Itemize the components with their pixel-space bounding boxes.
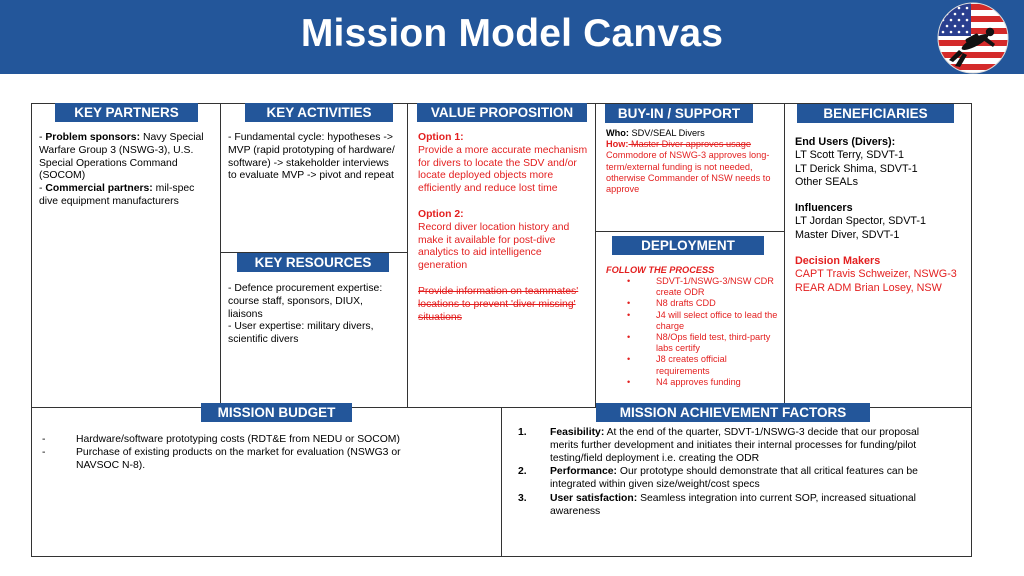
end-user-item: LT Derick Shima, SDVT-1 [795, 162, 918, 175]
buy-in-who: Who: SDV/SEAL Divers [606, 128, 705, 138]
deployment-step: • N4 approves funding [606, 377, 782, 388]
option-2-text: Record diver location history and make it available for post-dive analytics to aid intelligence generation [418, 221, 570, 272]
mission-budget-text [42, 433, 442, 472]
deployment-steps [606, 276, 782, 388]
commercial-partners-label: Commercial partners: [45, 183, 153, 195]
header-bar [0, 0, 1024, 74]
deployment-label: DEPLOYMENT [612, 236, 764, 255]
buy-in-text [606, 128, 780, 195]
value-proposition-text [418, 132, 590, 324]
problem-sponsors-label: Problem sponsors: [45, 132, 141, 143]
deployment-heading: FOLLOW THE PROCESS [606, 265, 715, 275]
beneficiaries-text [795, 136, 967, 295]
decision-makers-title: Decision Makers [795, 255, 881, 268]
option-1-text: Provide a more accurate mechanism for divers to locate the SDV and/or locate deployed objects more efficiently and reduce lost time [418, 144, 588, 195]
deployment-step: • J8 creates official requirements [606, 354, 782, 376]
achievement-item: 1. Feasibility: At the end of the quarter, SDVT-1/NSWG-3 decide that our proposal merits further development and initiates their internal processes for funding/pilot testing/field deployment i.e. creating the ODR [518, 427, 920, 464]
option-2-title: Option 2: [418, 208, 464, 220]
key-partners-text [39, 132, 211, 209]
budget-item: - Purchase of existing products on the market for evaluation (NSWG3 or NAVSOC N-8). [42, 446, 442, 472]
achievement-item: 2. Performance: Our prototype should demonstrate that all critical features can be integrated within given size/weight/cost specs [518, 466, 918, 491]
problem-sponsors-text: Navy Special Warfare Group 3 (NSWG-3), U.S. Special Operations Command (SOCOM) [39, 132, 204, 182]
mission-budget-label: MISSION BUDGET [201, 403, 352, 422]
achievement-item: 3. User satisfaction: Seamless integration into current SOP, increased situational awareness [518, 492, 916, 517]
deployment-step: • N8/Ops field test, third-party labs certify [606, 332, 782, 354]
problem-sponsors: - Problem sponsors: Navy Special Warfare Group 3 (NSWG-3), U.S. Special Operations Command (SOCOM) [39, 132, 204, 182]
buy-in-how: How: Master Diver approves usage [606, 139, 752, 150]
deployment-step: • N8 drafts CDD [606, 298, 782, 309]
end-user-item: Other SEALs [795, 175, 859, 188]
budget-item: - Hardware/software prototyping costs (RDT&E from NEDU or SOCOM) [42, 433, 442, 446]
mission-achievement-text [518, 427, 948, 520]
key-activities-text: - Fundamental cycle: hypotheses -> MVP (rapid prototyping of hardware/ software) -> stakeholder interviews to evaluate MVP -> pivot and repeat [228, 132, 395, 182]
deployment-step: • SDVT-1/NSWG-3/NSW CDR create ODR [606, 276, 782, 298]
influencers-title: Influencers [795, 202, 853, 215]
decision-maker-item: CAPT Travis Schweizer, NSWG-3 [795, 268, 957, 281]
key-partners-label: KEY PARTNERS [55, 103, 198, 122]
page-title: Mission Model Canvas [300, 12, 724, 55]
decision-maker-item: REAR ADM Brian Losey, NSW [795, 281, 942, 294]
option-1-title: Option 1: [418, 132, 464, 143]
key-activities-label: KEY ACTIVITIES [245, 103, 393, 122]
commercial-partners-text: mil-spec dive equipment manufacturers [39, 183, 195, 207]
key-resources-line-2: - User expertise: military divers, scientific divers [228, 321, 374, 346]
mission-budget-box [31, 407, 502, 557]
commercial-partners: - Commercial partners: mil-spec dive equipment manufacturers [39, 183, 195, 207]
key-resources-label: KEY RESOURCES [237, 253, 389, 272]
deployment-text [606, 264, 782, 388]
influencer-item: LT Jordan Spector, SDVT-1 [795, 215, 927, 228]
influencer-item: Master Diver, SDVT-1 [795, 228, 900, 241]
struck-option-text: Provide information on teammates' locations to prevent 'diver missing' situations [418, 285, 579, 323]
buy-in-how-text: Commodore of NSWG-3 approves long-term/external funding is not needed, otherwise Commander of NSW needs to approve [606, 150, 771, 195]
mission-achievement-label: MISSION ACHIEVEMENT FACTORS [596, 403, 870, 422]
key-resources-line-1: - Defence procurement expertise: course staff, sponsors, DIUX, liaisons [228, 283, 383, 320]
beneficiaries-label: BENEFICIARIES [797, 104, 954, 123]
buy-in-label: BUY-IN / SUPPORT [605, 104, 753, 123]
value-proposition-label: VALUE PROPOSITION [417, 103, 587, 122]
us-flag-diver-icon [937, 2, 1009, 74]
end-users-title: End Users (Divers): [795, 136, 896, 148]
end-user-item: LT Scott Terry, SDVT-1 [795, 149, 905, 162]
deployment-step: • J4 will select office to lead the charge [606, 310, 782, 332]
key-resources-text [228, 283, 400, 347]
